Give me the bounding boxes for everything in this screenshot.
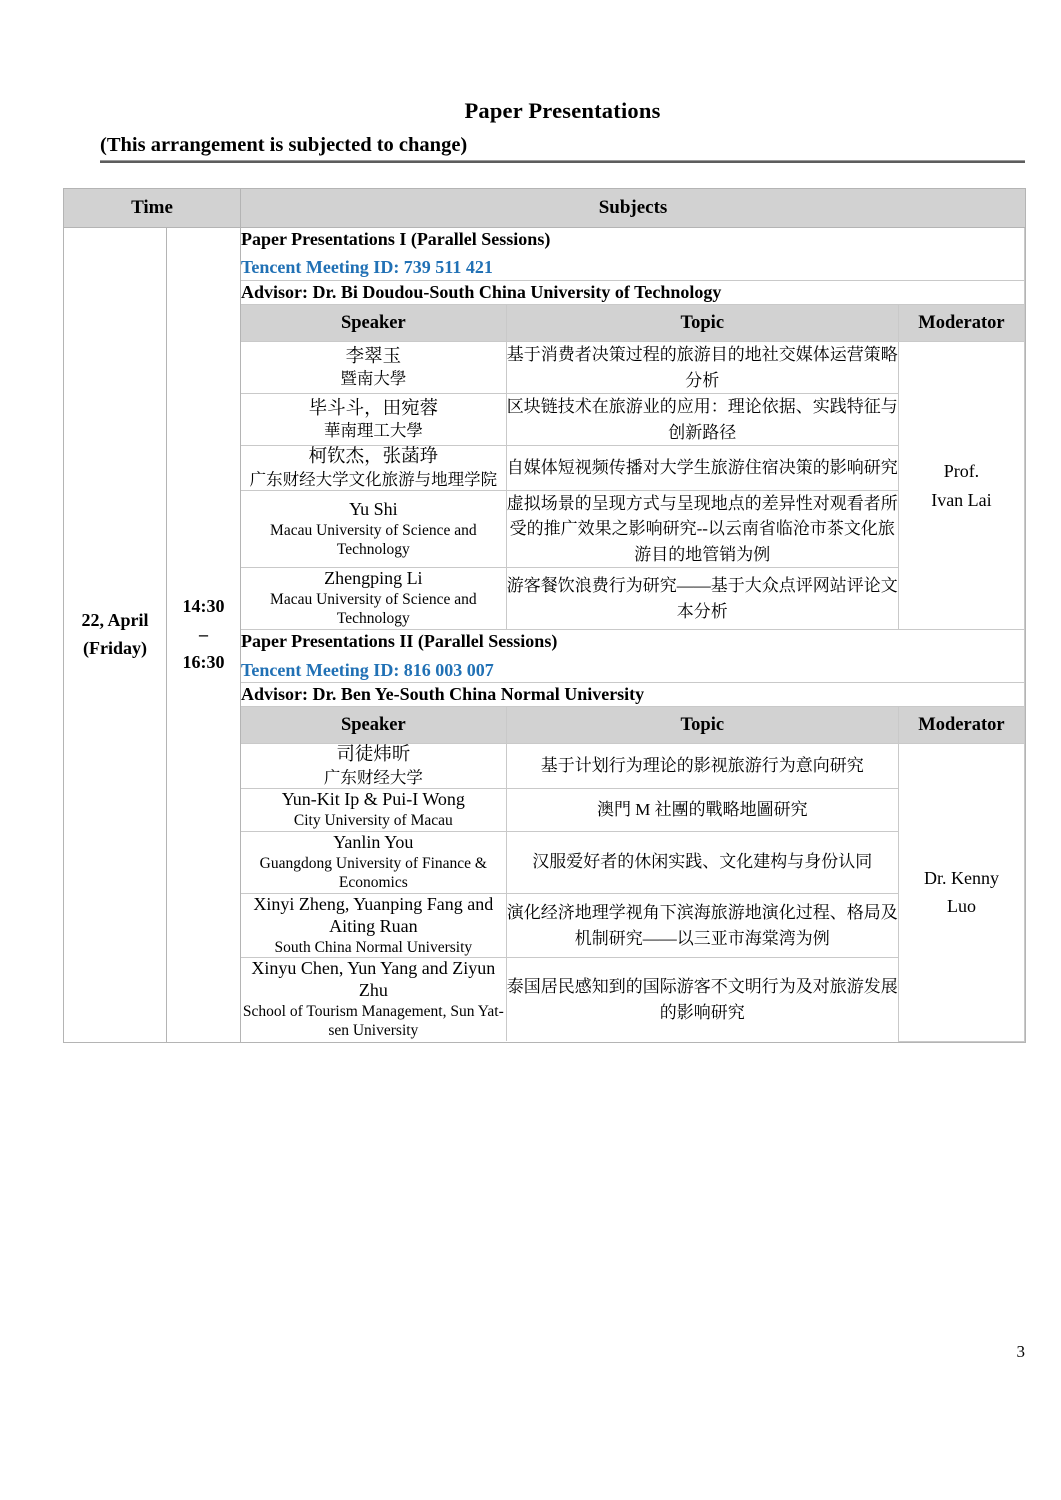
topic-cell: 泰国居民感知到的国际游客不文明行为及对旅游发展的影响研究 bbox=[506, 958, 898, 1041]
cell-date bbox=[64, 228, 167, 1043]
speaker-name: 司徒炜昕 bbox=[336, 745, 411, 766]
column-header-topic-1: Topic bbox=[506, 305, 898, 342]
column-header-subjects: Subjects bbox=[241, 189, 1026, 228]
time-start: 14:30 bbox=[182, 595, 225, 616]
session-2-meeting-id[interactable]: Tencent Meeting ID: 816 003 007 bbox=[241, 659, 494, 680]
topic-cell: 基于消费者决策过程的旅游目的地社交媒体运营策略分析 bbox=[506, 342, 898, 394]
speaker-name: 毕斗斗，田宛蓉 bbox=[308, 398, 439, 419]
speaker-cell bbox=[241, 342, 506, 394]
speaker-affiliation: School of Tourism Management, Sun Yat-sen University bbox=[242, 1003, 504, 1040]
speaker-cell bbox=[241, 490, 506, 568]
session-2-title-row bbox=[241, 630, 1025, 682]
topic-cell: 游客餐饮浪费行为研究——基于大众点评网站评论文本分析 bbox=[506, 568, 898, 630]
cell-subjects bbox=[241, 228, 1026, 1043]
speaker-affiliation: South China Normal University bbox=[274, 938, 473, 956]
speaker-cell bbox=[241, 788, 506, 831]
speaker-name: Xinyi Zheng, Yuanping Fang and Aiting Ruan bbox=[253, 893, 494, 936]
session-1-title: Paper Presentations I (Parallel Sessions) bbox=[241, 229, 551, 249]
session-1-advisor-row bbox=[241, 280, 1025, 304]
table-row bbox=[241, 744, 1025, 789]
page-number: 3 bbox=[1016, 1342, 1025, 1361]
page-title: Paper Presentations bbox=[464, 98, 661, 123]
topic-cell: 虚拟场景的呈现方式与呈现地点的差异性对观看者所受的推广效果之影响研究--以云南省临沧市茶文化旅游目的地管销为例 bbox=[506, 490, 898, 568]
speaker-name: Yun-Kit Ip & Pui-I Wong bbox=[281, 788, 465, 809]
session-1-heading bbox=[241, 228, 1025, 280]
column-header-speaker-1: Speaker bbox=[241, 305, 506, 342]
speaker-affiliation: 广东财经大学文化旅游与地理学院 bbox=[249, 469, 498, 489]
page-subtitle: (This arrangement is subjected to change) bbox=[100, 134, 468, 156]
speaker-affiliation: Macau University of Science and Technology bbox=[270, 521, 477, 558]
speaker-affiliation: 暨南大學 bbox=[340, 369, 407, 389]
speaker-affiliation: Macau University of Science and Technology bbox=[270, 591, 477, 628]
time-dash: – bbox=[199, 623, 208, 644]
speaker-name: Xinyu Chen, Yun Yang and Ziyun Zhu bbox=[251, 958, 496, 1001]
column-header-topic-2: Topic bbox=[506, 707, 898, 744]
speaker-cell bbox=[241, 568, 506, 630]
moderator-line-1: Prof. bbox=[943, 460, 980, 481]
column-header-speaker-2: Speaker bbox=[241, 707, 506, 744]
date-line-1: 22, April bbox=[81, 609, 149, 630]
time-end: 16:30 bbox=[182, 651, 225, 672]
speaker-affiliation: Guangdong University of Finance & Economics bbox=[259, 854, 487, 891]
speaker-affiliation: 广东财经大学 bbox=[323, 767, 423, 787]
topic-cell: 澳門 M 社團的戰略地圖研究 bbox=[506, 788, 898, 831]
title-divider bbox=[100, 160, 1025, 163]
moderator-line-2: Luo bbox=[946, 896, 976, 917]
speaker-cell bbox=[241, 831, 506, 893]
topic-cell: 基于计划行为理论的影视旅游行为意向研究 bbox=[506, 744, 898, 789]
session-2-advisor: Advisor: Dr. Ben Ye-South China Normal University bbox=[241, 682, 1025, 706]
column-header-moderator-1: Moderator bbox=[898, 305, 1024, 342]
table-row bbox=[241, 342, 1025, 394]
session-2-block bbox=[241, 630, 1025, 1042]
session-2-heading bbox=[241, 630, 1025, 682]
session-2-advisor-row bbox=[241, 682, 1025, 706]
moderator-cell bbox=[898, 744, 1024, 1041]
cell-time bbox=[167, 228, 241, 1043]
speaker-cell bbox=[241, 394, 506, 446]
schedule-body-row bbox=[64, 228, 1026, 1043]
session-1-title-row bbox=[241, 228, 1025, 280]
session-1-meeting-id[interactable]: Tencent Meeting ID: 739 511 421 bbox=[241, 257, 493, 278]
speaker-affiliation: 華南理工大學 bbox=[323, 421, 423, 441]
speaker-name: 柯钦杰，张菡琤 bbox=[308, 447, 439, 468]
session-1-subheader-row bbox=[241, 305, 1025, 342]
moderator-cell bbox=[898, 342, 1024, 630]
speaker-name: Zhengping Li bbox=[324, 568, 423, 589]
date-line-2: (Friday) bbox=[83, 637, 147, 658]
topic-cell: 演化经济地理学视角下滨海旅游地演化过程、格局及机制研究——以三亚市海棠湾为例 bbox=[506, 893, 898, 958]
speaker-name: Yanlin You bbox=[333, 831, 414, 852]
schedule-table bbox=[63, 188, 1026, 1043]
moderator-line-2: Ivan Lai bbox=[931, 489, 992, 510]
session-1-block bbox=[241, 228, 1025, 630]
column-header-time: Time bbox=[64, 189, 241, 228]
speaker-cell bbox=[241, 744, 506, 789]
speaker-name: 李翠玉 bbox=[345, 346, 402, 367]
speaker-cell bbox=[241, 958, 506, 1041]
session-2-title: Paper Presentations II (Parallel Sessions) bbox=[241, 631, 558, 652]
table-header-row bbox=[64, 189, 1026, 228]
session-1-advisor: Advisor: Dr. Bi Doudou-South China University of Technology bbox=[241, 280, 1025, 304]
topic-cell: 汉服爱好者的休闲实践、文化建构与身份认同 bbox=[506, 831, 898, 893]
column-header-moderator-2: Moderator bbox=[898, 707, 1024, 744]
speaker-name: Yu Shi bbox=[349, 498, 398, 519]
topic-cell: 区块链技术在旅游业的应用：理论依据、实践特征与创新路径 bbox=[506, 394, 898, 446]
speaker-cell bbox=[241, 893, 506, 958]
session-2-subheader-row bbox=[241, 707, 1025, 744]
moderator-line-1: Dr. Kenny bbox=[923, 867, 999, 888]
speaker-cell bbox=[241, 446, 506, 491]
speaker-affiliation: City University of Macau bbox=[293, 811, 453, 829]
topic-cell: 自媒体短视频传播对大学生旅游住宿决策的影响研究 bbox=[506, 446, 898, 491]
